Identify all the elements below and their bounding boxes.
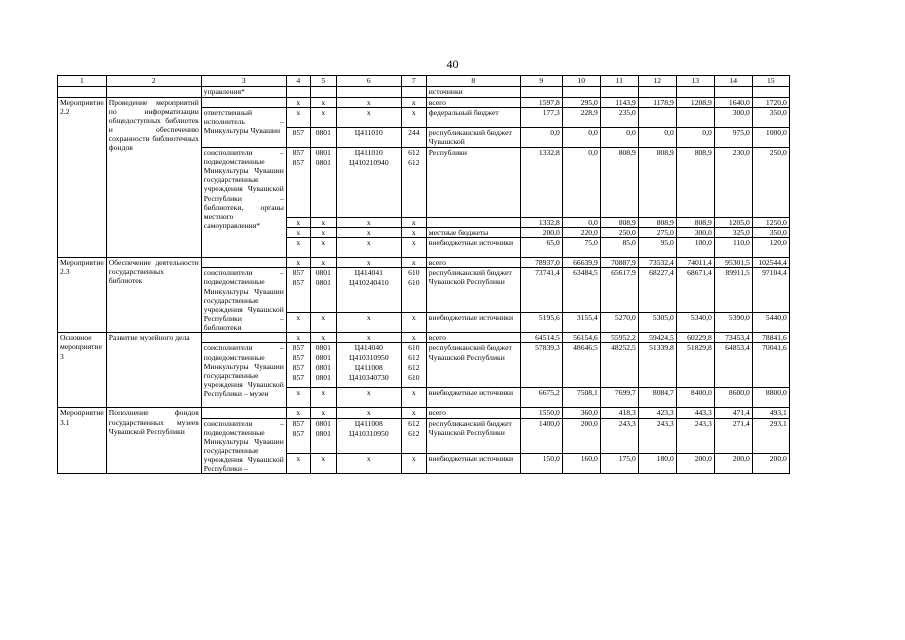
table-cell: x <box>401 218 426 228</box>
table-row <box>58 333 790 343</box>
table-cell: Ц414040 Ц410310950 Ц411008 Ц410340730 <box>336 343 401 388</box>
table-cell: 95301,5 <box>714 258 752 268</box>
table-cell: x <box>286 388 310 408</box>
table-cell: 808,9 <box>600 148 638 218</box>
table-cell: x <box>310 258 336 268</box>
table-cell: 0,0 <box>562 218 600 228</box>
table-cell: Ц411010 <box>336 128 401 148</box>
table-cell: 5390,0 <box>714 313 752 333</box>
table-cell: x <box>336 228 401 238</box>
table-cell: 78841,6 <box>752 333 789 343</box>
responsible-cell: соисполнители – подведомственные Минкультуры Чувашии государственные учреждения Чувашской Республики – библиотеки, органы местного самоуправления* <box>201 148 286 258</box>
table-cell <box>600 87 638 98</box>
table-cell: 200,0 <box>520 228 562 238</box>
table-cell: 5195,6 <box>520 313 562 333</box>
table-cell: 857 857 857 857 <box>286 343 310 388</box>
table-cell <box>201 258 286 268</box>
table-cell: x <box>336 258 401 268</box>
table-cell: x <box>310 454 336 474</box>
table-cell: 0801 0801 0801 0801 <box>310 343 336 388</box>
table-cell: x <box>336 313 401 333</box>
table-cell: x <box>336 218 401 228</box>
table-cell <box>58 87 107 98</box>
table-cell <box>106 87 201 98</box>
carry-row <box>58 87 790 98</box>
table-cell: 74011,4 <box>676 258 714 268</box>
table-cell: 300,0 <box>676 228 714 238</box>
table-cell: 120,0 <box>752 238 789 258</box>
table-cell: 60229,8 <box>676 333 714 343</box>
table-cell: 5270,0 <box>600 313 638 333</box>
table-cell: 808,9 <box>676 218 714 228</box>
table-cell: 350,0 <box>752 228 789 238</box>
table-cell: 8400,0 <box>676 388 714 408</box>
table-cell: республиканский бюджет Чувашской Республики <box>426 268 520 313</box>
event-name-cell: Пополнение фондов государственных музеев Чувашской Республики <box>106 408 201 474</box>
responsible-cell: ответственный исполнитель – Минкультуры Чувашии <box>201 108 286 148</box>
table-cell: 200,0 <box>752 454 789 474</box>
table-cell: 51339,8 <box>638 343 676 388</box>
table-cell: 612 612 <box>401 418 426 454</box>
table-cell: 975,0 <box>714 128 752 148</box>
column-header: 3 <box>201 76 286 87</box>
table-cell: x <box>310 408 336 418</box>
table-cell: x <box>310 388 336 408</box>
table-cell: Ц414041 Ц410240410 <box>336 268 401 313</box>
table-cell: 0,0 <box>638 128 676 148</box>
table-cell: x <box>401 238 426 258</box>
table-cell: источники <box>426 87 520 98</box>
budget-table <box>57 75 790 474</box>
table-cell: 97104,4 <box>752 268 789 313</box>
table-cell: 7699,7 <box>600 388 638 408</box>
table-cell: 57839,3 <box>520 343 562 388</box>
table-cell: x <box>286 98 310 108</box>
table-cell: внебюджетные источники <box>426 388 520 408</box>
table-cell: x <box>336 408 401 418</box>
table-cell: 200,0 <box>714 454 752 474</box>
page-number: 40 <box>446 57 459 71</box>
table-cell <box>714 87 752 98</box>
table-cell: x <box>286 228 310 238</box>
table-cell: 250,0 <box>600 228 638 238</box>
table-cell: x <box>286 408 310 418</box>
table-cell: 1332,8 <box>520 218 562 228</box>
table-cell: 0801 <box>310 128 336 148</box>
table-cell: 610 612 612 610 <box>401 343 426 388</box>
table-cell: x <box>310 228 336 238</box>
table-cell: x <box>336 108 401 128</box>
column-header: 2 <box>106 76 201 87</box>
table-cell: внебюджетные источники <box>426 313 520 333</box>
table-cell: 300,0 <box>714 108 752 128</box>
table-row <box>58 98 790 108</box>
table-cell: 443,3 <box>676 408 714 418</box>
table-cell: 360,0 <box>562 408 600 418</box>
table-cell: республиканский бюджет Чувашской <box>426 128 520 148</box>
table-cell: x <box>310 238 336 258</box>
column-header: 10 <box>562 76 600 87</box>
table-cell: 89911,5 <box>714 268 752 313</box>
table-cell: x <box>310 218 336 228</box>
table-cell: 110,0 <box>714 238 752 258</box>
event-name-cell: Развитие музейного дела <box>106 333 201 408</box>
table-cell <box>752 87 789 98</box>
table-cell: 70041,6 <box>752 343 789 388</box>
table-cell: 0,0 <box>520 128 562 148</box>
column-header: 4 <box>286 76 310 87</box>
table-cell: 220,0 <box>562 228 600 238</box>
table-cell: управления* <box>201 87 286 98</box>
table-cell: 612 612 <box>401 148 426 218</box>
table-cell: 65617,9 <box>600 268 638 313</box>
column-header: 5 <box>310 76 336 87</box>
table-cell: 64853,4 <box>714 343 752 388</box>
table-cell: 65,0 <box>520 238 562 258</box>
table-cell: 0801 0801 <box>310 148 336 218</box>
table-cell: 857 <box>286 128 310 148</box>
table-cell: 230,0 <box>714 148 752 218</box>
table-cell: x <box>336 388 401 408</box>
table-cell: 418,3 <box>600 408 638 418</box>
table-cell: 8084,7 <box>638 388 676 408</box>
table-cell: 295,0 <box>562 98 600 108</box>
table-cell: 325,0 <box>714 228 752 238</box>
column-header: 14 <box>714 76 752 87</box>
table-cell: x <box>286 218 310 228</box>
event-name-cell: Обеспечение деятельности государственных библиотек <box>106 258 201 333</box>
table-cell: 293,1 <box>752 418 789 454</box>
table-cell: 73741,4 <box>520 268 562 313</box>
table-cell: x <box>401 228 426 238</box>
table-cell: 68671,4 <box>676 268 714 313</box>
column-header: 11 <box>600 76 638 87</box>
table-cell: x <box>401 108 426 128</box>
column-header: 9 <box>520 76 562 87</box>
table-cell: 808,9 <box>600 218 638 228</box>
table-cell: 0,0 <box>562 128 600 148</box>
event-number-cell: Мероприятие 2.3 <box>58 258 107 333</box>
column-header: 12 <box>638 76 676 87</box>
table-cell: 1000,0 <box>752 128 789 148</box>
table-cell: 160,0 <box>562 454 600 474</box>
table-cell: 70887,9 <box>600 258 638 268</box>
table-cell: 48646,5 <box>562 343 600 388</box>
table-cell <box>286 87 310 98</box>
table-cell: 3155,4 <box>562 313 600 333</box>
table-cell: 175,0 <box>600 454 638 474</box>
table-cell: республиканский бюджет Чувашской Республики <box>426 418 520 454</box>
table-cell: 180,0 <box>638 454 676 474</box>
table-cell: 59424,5 <box>638 333 676 343</box>
table-cell: 1597,8 <box>520 98 562 108</box>
table-cell: 275,0 <box>638 228 676 238</box>
table-cell: федеральный бюджет <box>426 108 520 128</box>
table-cell: 1205,0 <box>714 218 752 228</box>
table-cell: x <box>310 333 336 343</box>
table-cell: 857 857 <box>286 268 310 313</box>
table-cell: x <box>336 238 401 258</box>
table-cell: 0,0 <box>562 148 600 218</box>
table-cell: x <box>310 313 336 333</box>
table-cell: x <box>401 454 426 474</box>
table-cell: x <box>401 388 426 408</box>
column-header: 13 <box>676 76 714 87</box>
table-cell: 102544,4 <box>752 258 789 268</box>
table-cell: x <box>310 98 336 108</box>
table-cell <box>201 98 286 108</box>
table-cell: 100,0 <box>676 238 714 258</box>
table-cell: 1332,8 <box>520 148 562 218</box>
table-cell: 7508,1 <box>562 388 600 408</box>
table-cell: всего <box>426 408 520 418</box>
table-cell: 68227,4 <box>638 268 676 313</box>
table-cell: 73532,4 <box>638 258 676 268</box>
table-cell: 64514,5 <box>520 333 562 343</box>
table-cell: республиканский бюджет Чувашской Республики <box>426 343 520 388</box>
table-cell: 493,1 <box>752 408 789 418</box>
table-cell: 857 857 <box>286 418 310 454</box>
table-cell: x <box>336 98 401 108</box>
table-cell: 271,4 <box>714 418 752 454</box>
table-cell: x <box>401 313 426 333</box>
table-cell: 808,9 <box>676 148 714 218</box>
column-header: 15 <box>752 76 789 87</box>
table-cell: 1143,9 <box>600 98 638 108</box>
table-cell: x <box>286 258 310 268</box>
table-cell: 150,0 <box>520 454 562 474</box>
event-number-cell: Мероприятие 3.1 <box>58 408 107 474</box>
event-number-cell: Мероприятие 2.2 <box>58 98 107 258</box>
table-cell: 6675,2 <box>520 388 562 408</box>
column-header: 8 <box>426 76 520 87</box>
table-cell: внебюджетные источники <box>426 238 520 258</box>
column-header: 6 <box>336 76 401 87</box>
table-cell: x <box>401 408 426 418</box>
header-row <box>58 76 790 87</box>
table-cell: 228,9 <box>562 108 600 128</box>
responsible-cell: соисполнители – подведомственные Минкультуры Чувашии государственные учреждения Чувашской Республики – библиотеки <box>201 268 286 333</box>
column-header: 1 <box>58 76 107 87</box>
table-cell <box>201 333 286 343</box>
table-cell: 75,0 <box>562 238 600 258</box>
table-cell: 5440,0 <box>752 313 789 333</box>
table-cell: всего <box>426 98 520 108</box>
table-cell <box>426 218 520 228</box>
table-cell: x <box>286 108 310 128</box>
table-cell: Республики <box>426 148 520 218</box>
table-cell <box>638 87 676 98</box>
table-cell <box>401 87 426 98</box>
table-cell: 55952,2 <box>600 333 638 343</box>
table-cell: 56154,6 <box>562 333 600 343</box>
table-cell: 243,3 <box>600 418 638 454</box>
table-cell <box>336 87 401 98</box>
table-cell: Ц411010 Ц410210940 <box>336 148 401 218</box>
table-cell: 243,3 <box>676 418 714 454</box>
table-cell: x <box>401 98 426 108</box>
table-cell: 0801 0801 <box>310 418 336 454</box>
table-cell: x <box>310 108 336 128</box>
table-cell: 5340,0 <box>676 313 714 333</box>
table-cell: местные бюджеты <box>426 228 520 238</box>
table-cell: 471,4 <box>714 408 752 418</box>
table-cell <box>520 87 562 98</box>
table-cell: 244 <box>401 128 426 148</box>
table-cell: 85,0 <box>600 238 638 258</box>
table-cell <box>201 408 286 418</box>
table-cell: 0,0 <box>600 128 638 148</box>
table-cell: x <box>286 454 310 474</box>
table-cell: x <box>401 333 426 343</box>
table-cell: 1178,9 <box>638 98 676 108</box>
table-row <box>58 408 790 418</box>
table-cell: 1640,0 <box>714 98 752 108</box>
column-header: 7 <box>401 76 426 87</box>
table-cell: x <box>286 238 310 258</box>
table-cell: 66639,9 <box>562 258 600 268</box>
table-cell <box>310 87 336 98</box>
table-cell: 95,0 <box>638 238 676 258</box>
table-cell: 1400,0 <box>520 418 562 454</box>
table-cell: 0,0 <box>676 128 714 148</box>
table-cell: x <box>401 258 426 268</box>
table-cell: Ц411008 Ц410310950 <box>336 418 401 454</box>
table-cell <box>638 108 676 128</box>
table-cell: 48252,5 <box>600 343 638 388</box>
table-cell: 235,0 <box>600 108 638 128</box>
table-cell: 808,9 <box>638 218 676 228</box>
table-cell: x <box>286 333 310 343</box>
table-cell: 243,3 <box>638 418 676 454</box>
responsible-cell: соисполнители – подведомственные Минкультуры Чувашии государственные учреждения Чувашской Республики – <box>201 418 286 474</box>
table-cell: 1250,0 <box>752 218 789 228</box>
table-cell: 5305,0 <box>638 313 676 333</box>
table-cell <box>676 108 714 128</box>
table-cell: 8800,0 <box>752 388 789 408</box>
table-cell: 0801 0801 <box>310 268 336 313</box>
table-cell <box>676 87 714 98</box>
table-cell: 610 610 <box>401 268 426 313</box>
table-row <box>58 258 790 268</box>
table-cell: 1720,0 <box>752 98 789 108</box>
table-cell: 8600,0 <box>714 388 752 408</box>
table-cell: всего <box>426 258 520 268</box>
table-cell: 63484,5 <box>562 268 600 313</box>
table-cell: 51829,8 <box>676 343 714 388</box>
table-cell: внебюджетные источники <box>426 454 520 474</box>
table-cell: x <box>336 454 401 474</box>
table-cell: 200,0 <box>562 418 600 454</box>
table-cell: x <box>286 313 310 333</box>
table-cell: x <box>336 333 401 343</box>
table-cell: 808,9 <box>638 148 676 218</box>
table-cell: 250,0 <box>752 148 789 218</box>
table-cell: 78937,0 <box>520 258 562 268</box>
table-cell: 200,0 <box>676 454 714 474</box>
event-number-cell: Основное мероприятие 3 <box>58 333 107 408</box>
table-cell: 1550,0 <box>520 408 562 418</box>
table-cell: 177,3 <box>520 108 562 128</box>
responsible-cell: соисполнители – подведомственные Минкультуры Чувашии государственные учреждения Чувашской Республики – музеи <box>201 343 286 408</box>
event-name-cell: Проведение мероприятий по информатизации общедоступных библиотек и обеспечению сохранности библиотечных фондов <box>106 98 201 258</box>
table-cell: 1208,9 <box>676 98 714 108</box>
table-cell: 73453,4 <box>714 333 752 343</box>
table-cell: 857 857 <box>286 148 310 218</box>
table-cell: 350,0 <box>752 108 789 128</box>
table-cell: 423,3 <box>638 408 676 418</box>
table-cell: всего <box>426 333 520 343</box>
table-cell <box>562 87 600 98</box>
